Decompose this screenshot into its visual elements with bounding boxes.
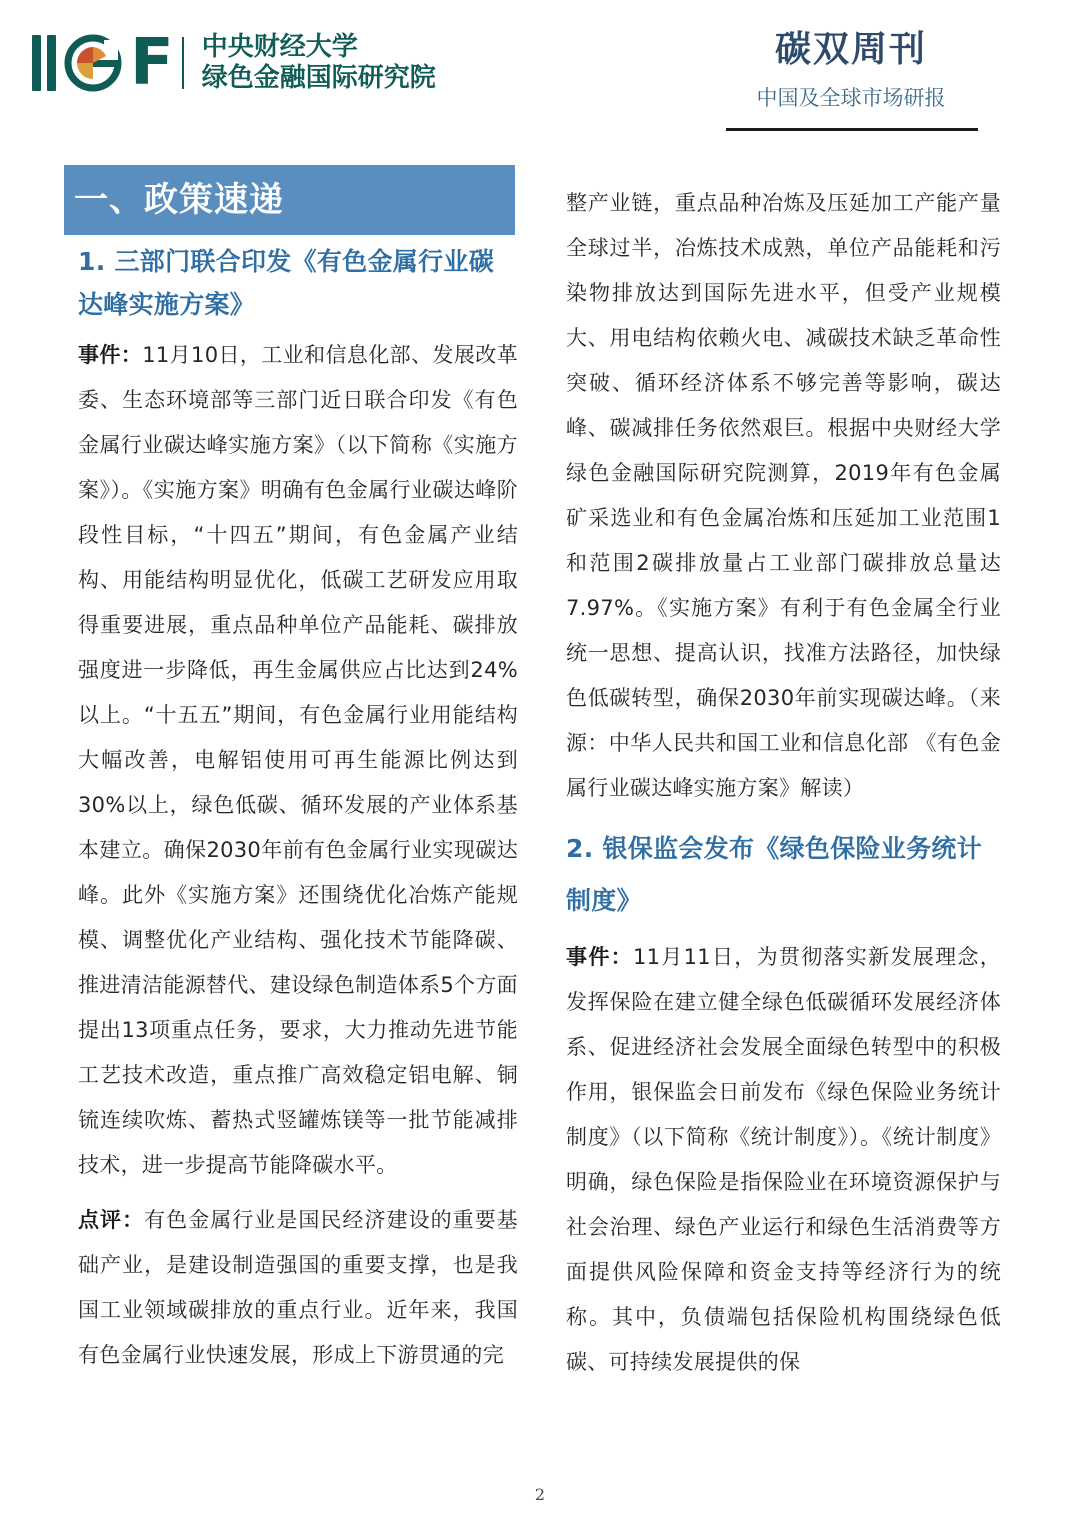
article-1-comment-text-left: 有色金属行业是国民经济建设的重要基础产业，是建设制造强国的重要支撑，也是我国工业领域碳排放的重点行业。近年来，我国有色金属行业快速发展，形成上下游贯通的完 [78,1208,518,1367]
article-1-comment-continued: 整产业链，重点品种冶炼及压延加工产能产量全球过半，冶炼技术成熟，单位产品能耗和污染物排放达到国际先进水平，但受产业规模大、用电结构依赖火电、减碳技术缺乏革命性突破、循环经济体系不够完善等影响，碳达峰、碳减排任务依然艰巨。根据中央财经大学绿色金融国际研究院测算，2019年有色金属矿采选业和有色金属冶炼和压延加工业范围1和范围2碳排放量占工业部门碳排放总量达7.97%。《实施方案》有利于有色金属全行业统一思想、提高认识，找准方法路径，加快绿色低碳转型，确保2030年前实现碳达峰。（来源：中华人民共和国工业和信息化部 《有色金属行业碳达峰实施方案》解读） [566,191,1001,800]
article-1-event [78,333,518,1188]
page-number: 2 [534,1485,546,1504]
article-2-event [566,935,1001,1385]
publication-subtitle: 中国及全球市场研报 [756,86,946,110]
iigf-logo [32,26,436,100]
article-1-comment [78,1198,518,1378]
article-2-heading: 2. 银保监会发布《绿色保险业务统计制度》 [566,834,982,915]
logo-globe-g-icon [64,34,122,92]
article-1-event-text: 11月10日，工业和信息化部、发展改革委、生态环境部等三部门近日联合印发《有色金属行业碳达峰实施方案》（以下简称《实施方案》）。《实施方案》明确有色金属行业碳达峰阶段性目标，“十四五”期间，有色金属产业结构、用能结构明显优化，低碳工艺研发应用取得重要进展，重点品种单位产品能耗、碳排放强度进一步降低，再生金属供应占比达到24%以上。“十五五”期间，有色金属行业用能结构大幅改善，电解铝使用可再生能源比例达到30%以上，绿色低碳、循环发展的产业体系基本建立。确保2030年前有色金属行业实现碳达峰。此外《实施方案》还围绕优化冶炼产能规模、调整优化产业结构、强化技术节能降碳、推进清洁能源替代、建设绿色制造体系5个方面提出13项重点任务，要求，大力推动先进节能工艺技术改造，重点推广高效稳定铝电解、铜锍连续吹炼、蓄热式竖罐炼镁等一批节能减排技术，进一步提高节能降碳水平。 [78,343,518,1177]
header-rule [726,128,978,131]
logo-bar-1 [32,35,41,91]
article-1-heading: 1. 三部门联合印发《有色金属行业碳达峰实施方案》 [78,247,494,319]
left-column [78,240,518,1378]
logo-bar-2 [47,35,56,91]
logo-mark [32,26,172,100]
right-column [566,181,1001,1385]
section-title: 一、政策速递 [74,180,284,220]
logo-line-2: 绿色金融国际研究院 [201,63,436,93]
event-label: 事件： [78,343,143,367]
logo-text [202,32,436,94]
logo-divider [182,37,184,89]
logo-line-1: 中央财经大学 [201,32,358,62]
section-banner [64,165,515,235]
publication-header [726,26,976,114]
logo-letter-f: F [130,26,172,100]
publication-title: 碳双周刊 [774,29,927,70]
article-2-event-text: 11月11日，为贯彻落实新发展理念，发挥保险在建立健全绿色低碳循环发展经济体系、促进经济社会发展全面绿色转型中的积极作用，银保监会日前发布《绿色保险业务统计制度》（以下简称《统计制度》）。《统计制度》明确，绿色保险是指保险业在环境资源保护与社会治理、绿色产业运行和绿色生活消费等方面提供风险保障和资金支持等经济行为的统称。其中，负债端包括保险机构围绕绿色低碳、可持续发展提供的保 [566,945,1002,1374]
event-label-2: 事件： [566,945,633,969]
comment-label: 点评： [78,1208,145,1232]
